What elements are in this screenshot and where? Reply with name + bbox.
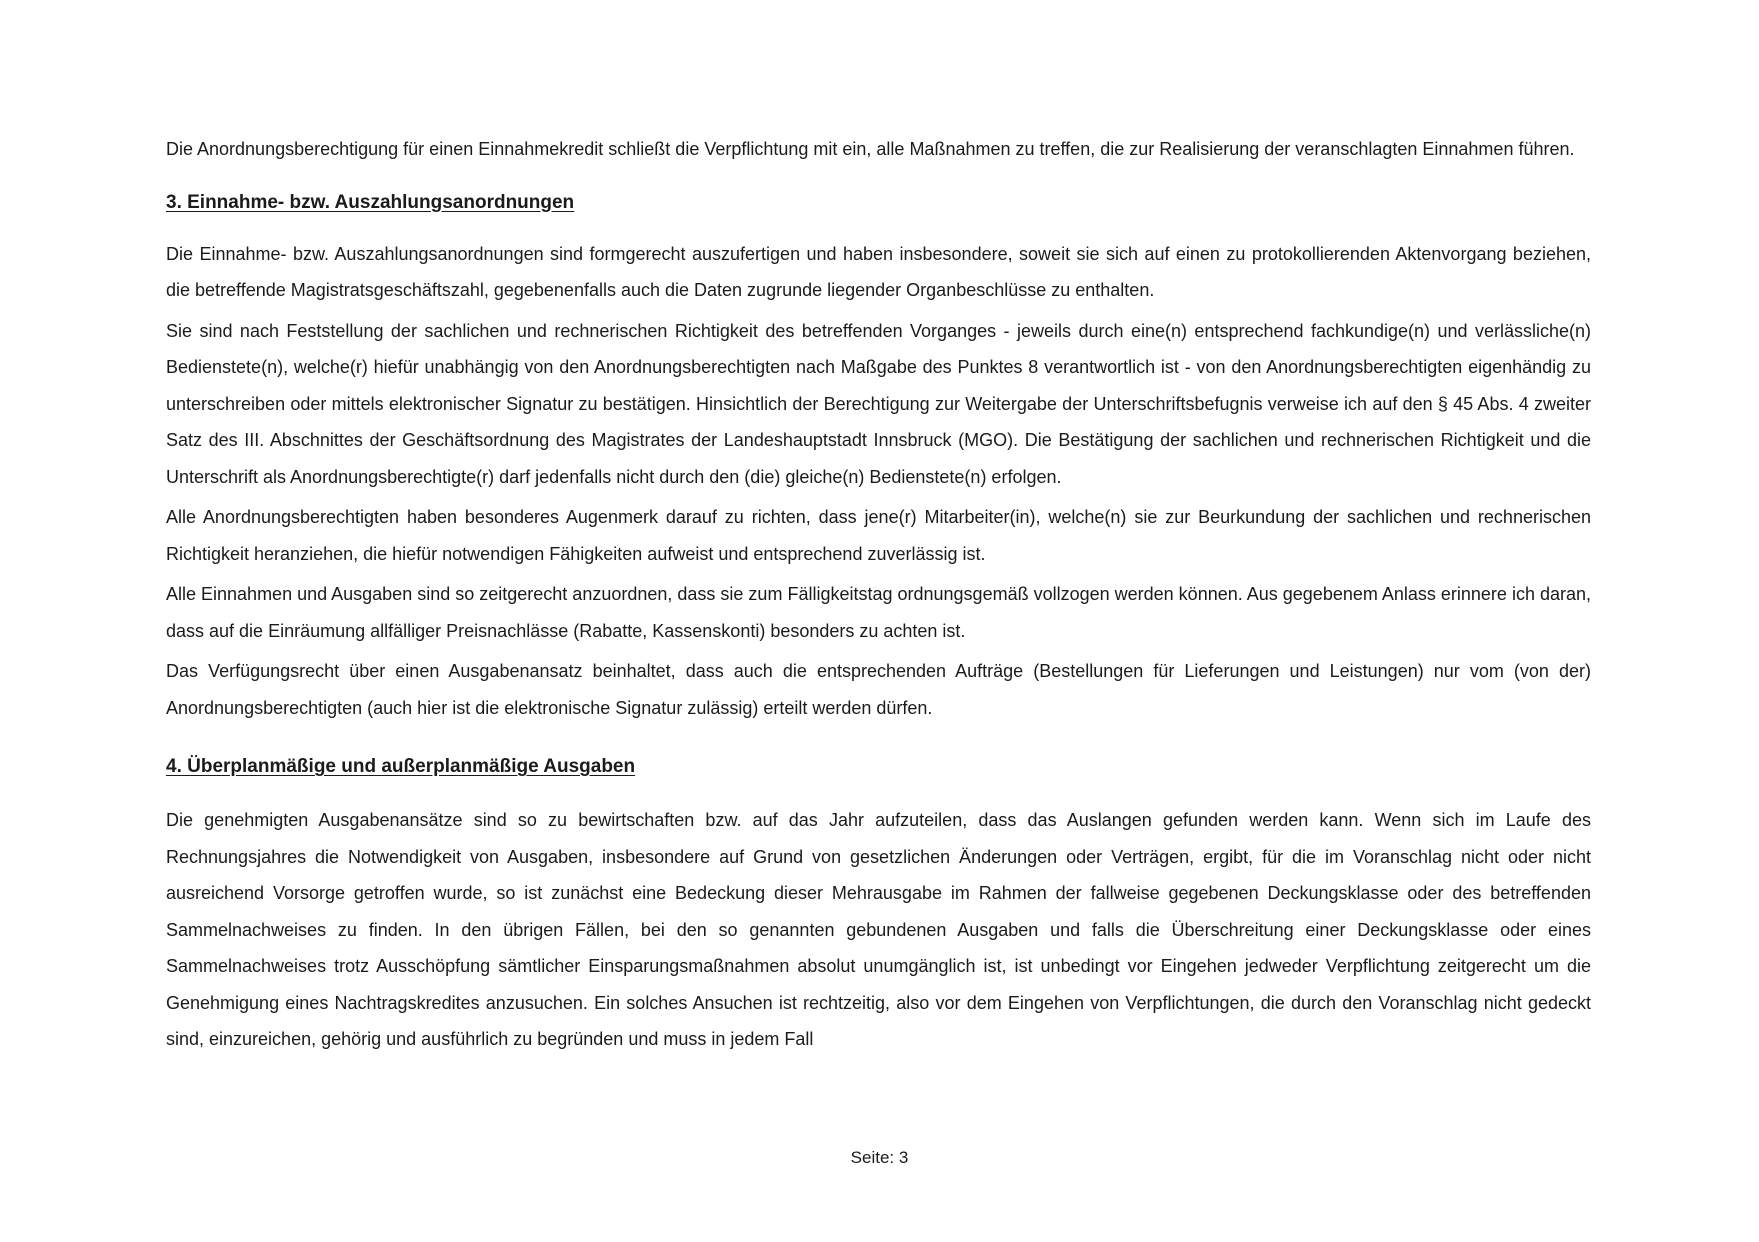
section-3-paragraph: Alle Anordnungsberechtigten haben besonderes Augenmerk darauf zu richten, dass jene(r) Mitarbeiter(in), welche(n) sie zur Beurkundung der sachlichen und rechnerischen Richtigkeit heranziehen, die hiefür notwendigen Fähigkeiten aufweist und entsprechend zuverlässig ist.: [166, 507, 1591, 564]
intro-paragraph: Die Anordnungsberechtigung für einen Einnahmekredit schließt die Verpflichtung mit ein, alle Maßnahmen zu treffen, die zur Realisierung der veranschlagten Einnahmen führen.: [166, 139, 1575, 159]
page-number: Seite: 3: [850, 1148, 909, 1167]
section-3-paragraph: Alle Einnahmen und Ausgaben sind so zeitgerecht anzuordnen, dass sie zum Fälligkeitstag ordnungsgemäß vollzogen werden können. Aus gegebenem Anlass erinnere ich daran, dass auf die Einräumung allfälliger Preisnachlässe (Rabatte, Kassenskonti) besonders zu achten ist.: [166, 584, 1591, 641]
section-3-paragraph: Das Verfügungsrecht über einen Ausgabenansatz beinhaltet, dass auch die entsprechenden Aufträge (Bestellungen für Lieferungen und Leistungen) nur vom (von der) Anordnungsberechtigten (auch hier ist die elektronische Signatur zulässig) erteilt werden dürfen.: [166, 661, 1591, 718]
section-4-paragraph: Die genehmigten Ausgabenansätze sind so zu bewirtschaften bzw. auf das Jahr aufzuteilen, dass das Auslangen gefunden werden kann. Wenn sich im Laufe des Rechnungsjahres die Notwendigkeit von Ausgaben, insbesondere auf Grund von gesetzlichen Änderungen oder Verträgen, ergibt, für die im Voranschlag nicht oder nicht ausreichend Vorsorge getroffen wurde, so ist zunächst eine Bedeckung dieser Mehrausgabe im Rahmen der fallweise gegebenen Deckungsklasse oder des betreffenden Sammelnachweises zu finden. In den übrigen Fällen, bei den so genannten gebundenen Ausgaben und falls die Überschreitung einer Deckungsklasse oder eines Sammelnachweises trotz Ausschöpfung sämtlicher Einsparungsmaßnahmen absolut unumgänglich ist, ist unbedingt vor Eingehen jedweder Verpflichtung zeitgerecht um die Genehmigung eines Nachtragskredites anzusuchen. Ein solches Ansuchen ist rechtzeitig, also vor dem Eingehen von Verpflichtungen, die durch den Voranschlag nicht gedeckt sind, einzureichen, gehörig und ausführlich zu begründen und muss in jedem Fall: [166, 810, 1591, 1049]
section-4-heading: 4. Überplanmäßige und außerplanmäßige Ausgaben: [166, 756, 636, 777]
section-3-paragraph: Die Einnahme- bzw. Auszahlungsanordnungen sind formgerecht auszufertigen und haben insbesondere, soweit sie sich auf einen zu protokollierenden Aktenvorgang beziehen, die betreffende Magistratsgeschäftszahl, gegebenenfalls auch die Daten zugrunde liegender Organbeschlüsse zu enthalten.: [166, 243, 1591, 300]
section-3-heading: 3. Einnahme- bzw. Auszahlungsanordnungen: [166, 191, 575, 213]
section-3-paragraph: Sie sind nach Feststellung der sachlichen und rechnerischen Richtigkeit des betreffenden Vorganges - jeweils durch eine(n) entsprechend fachkundige(n) und verlässliche(n) Bedienstete(n), welche(r) hiefür unabhängig von den Anordnungsberechtigten nach Maßgabe des Punktes 8 verantwortlich ist - von den Anordnungsberechtigten eigenhändig zu unterschreiben oder mittels elektronischer Signatur zu bestätigen. Hinsichtlich der Berechtigung zur Weitergabe der Unterschriftsbefugnis verweise ich auf den § 45 Abs. 4 zweiter Satz des III. Abschnittes der Geschäftsordnung des Magistrates der Landeshauptstadt Innsbruck (MGO). Die Bestätigung der sachlichen und rechnerischen Richtigkeit und die Unterschrift als Anordnungsberechtigte(r) darf jedenfalls nicht durch den (die) gleiche(n) Bedienstete(n) erfolgen.: [166, 320, 1591, 487]
document-body: [166, 131, 1591, 1058]
